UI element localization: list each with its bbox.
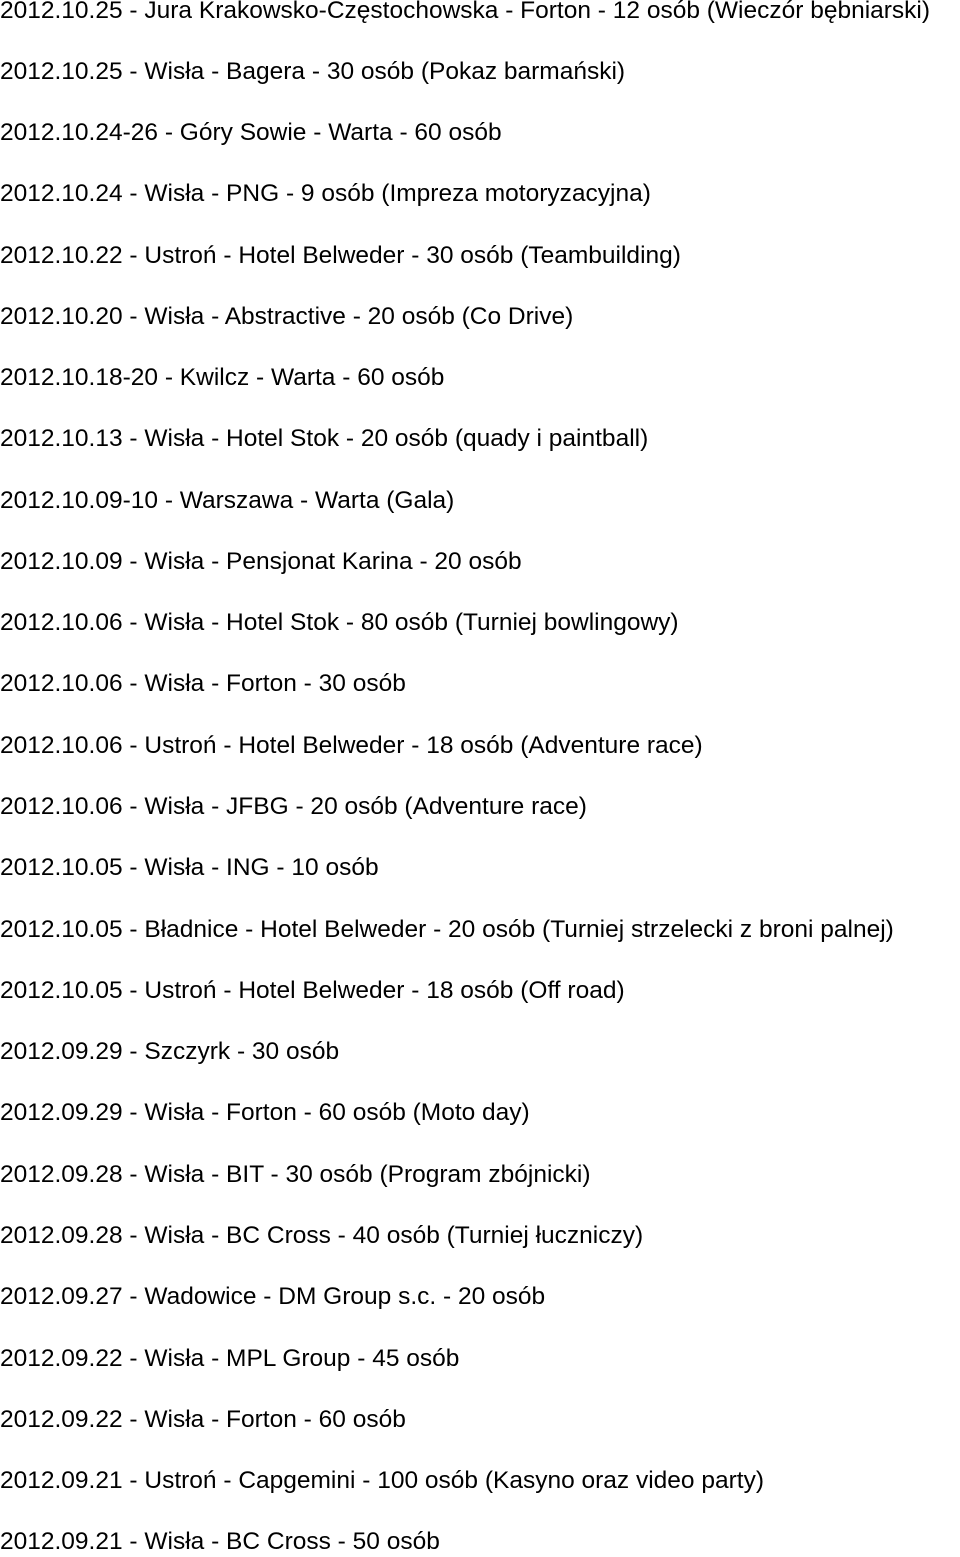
event-entry: 2012.09.29 - Szczyrk - 30 osób (0, 1038, 340, 1065)
event-entry: 2012.10.25 - Jura Krakowsko-Częstochowska - Forton - 12 osób (Wieczór bębniarski) (0, 0, 931, 24)
event-entry: 2012.10.06 - Ustroń - Hotel Belweder - 18 osób (Adventure race) (0, 732, 703, 759)
event-entry: 2012.10.05 - Wisła - ING - 10 osób (0, 854, 379, 881)
event-entry: 2012.09.21 - Wisła - BC Cross - 50 osób (0, 1528, 440, 1555)
event-entry: 2012.09.29 - Wisła - Forton - 60 osób (Moto day) (0, 1099, 530, 1126)
event-entry: 2012.09.28 - Wisła - BC Cross - 40 osób (Turniej łuczniczy) (0, 1222, 644, 1249)
event-entry: 2012.10.09 - Wisła - Pensjonat Karina - 20 osób (0, 548, 522, 575)
event-entry: 2012.10.20 - Wisła - Abstractive - 20 osób (Co Drive) (0, 303, 574, 330)
event-entry: 2012.10.18-20 - Kwilcz - Warta - 60 osób (0, 364, 445, 391)
event-entry: 2012.09.22 - Wisła - Forton - 60 osób (0, 1406, 406, 1433)
event-entry: 2012.10.06 - Wisła - JFBG - 20 osób (Adventure race) (0, 793, 587, 820)
event-entry: 2012.10.05 - Ustroń - Hotel Belweder - 18 osób (Off road) (0, 977, 625, 1004)
event-entry: 2012.10.06 - Wisła - Forton - 30 osób (0, 670, 406, 697)
event-entry: 2012.10.25 - Wisła - Bagera - 30 osób (Pokaz barmański) (0, 58, 626, 85)
event-entry: 2012.09.27 - Wadowice - DM Group s.c. - 20 osób (0, 1283, 546, 1310)
event-entry: 2012.10.24-26 - Góry Sowie - Warta - 60 osób (0, 119, 502, 146)
event-entry: 2012.09.21 - Ustroń - Capgemini - 100 osób (Kasyno oraz video party) (0, 1467, 764, 1494)
event-entry: 2012.09.22 - Wisła - MPL Group - 45 osób (0, 1345, 460, 1372)
event-entry: 2012.10.06 - Wisła - Hotel Stok - 80 osób (Turniej bowlingowy) (0, 609, 679, 636)
event-entry: 2012.10.24 - Wisła - PNG - 9 osób (Impreza motoryzacyjna) (0, 180, 651, 207)
event-entry: 2012.10.22 - Ustroń - Hotel Belweder - 30 osób (Teambuilding) (0, 242, 681, 269)
event-entry: 2012.09.28 - Wisła - BIT - 30 osób (Program zbójnicki) (0, 1161, 591, 1188)
event-entry: 2012.10.13 - Wisła - Hotel Stok - 20 osób (quady i paintball) (0, 425, 649, 452)
event-entry: 2012.10.05 - Bładnice - Hotel Belweder - 20 osób (Turniej strzelecki z broni palnej) (0, 916, 894, 943)
event-entry: 2012.10.09-10 - Warszawa - Warta (Gala) (0, 487, 455, 514)
